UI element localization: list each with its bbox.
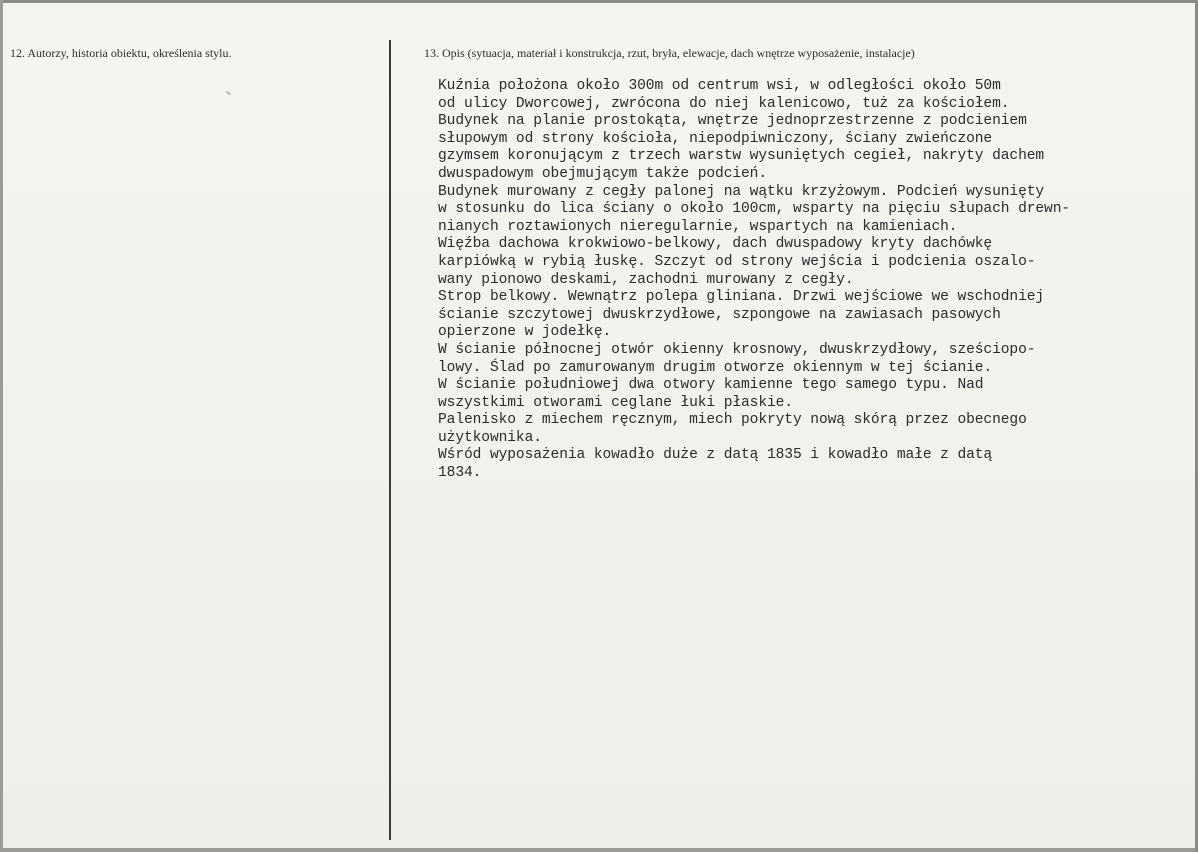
card-edge-left <box>0 0 3 852</box>
description-line: Budynek na planie prostokąta, wnętrze jednoprzestrzenne z podcieniem <box>438 113 1027 130</box>
description-line: Wśród wyposażenia kowadło duże z datą 1835 i kowadło małe z datą <box>438 447 993 464</box>
description-line: W ścianie północnej otwór okienny krosnowy, dwuskrzydłowy, sześciopo- <box>438 341 1036 358</box>
description-line: Kuźnia położona około 300m od centrum wsi, w odległości około 50m <box>438 78 1001 94</box>
description-line: karpiówką w rybią łuskę. Szczyt od strony wejścia i podcienia oszalo- <box>438 253 1036 270</box>
description-line: 1834. <box>438 465 482 482</box>
description-line: wany pionowo deskami, zachodni murowany z cegły. <box>438 271 854 288</box>
description-line: wszystkimi otworami ceglane łuki płaskie. <box>438 394 793 411</box>
description-line: słupowym od strony kościoła, niepodpiwniczony, ściany zwieńczone <box>438 130 993 147</box>
description-line: Strop belkowy. Wewnątrz polepa gliniana. Drzwi wejściowe we wschodniej <box>438 289 1045 306</box>
description-line: lowy. Ślad po zamurowanym drugim otworze okiennym w tej ścianie. <box>438 359 993 376</box>
description-line: opierzone w jodełkę. <box>438 324 612 341</box>
card-edge-bottom <box>0 848 1198 852</box>
field-12-label: 12. Autorzy, historia obiektu, określenia stylu. <box>10 46 232 60</box>
description-line: Więźba dachowa krokwiowo-belkowy, dach dwuspadowy kryty dachówkę <box>438 236 993 253</box>
description-line: gzymsem koronującym z trzech warstw wysuniętych cegieł, nakryty dachem <box>438 148 1045 165</box>
column-divider <box>389 40 391 840</box>
description-line: Budynek murowany z cegły palonej na wątku krzyżowym. Podcień wysunięty <box>438 183 1045 200</box>
paper-speck <box>226 91 231 96</box>
typed-description <box>438 78 1198 483</box>
description-line: Palenisko z miechem ręcznym, miech pokryty nową skórą przez obecnego <box>438 412 1027 429</box>
description-line: nianych roztawionych nieregularnie, wspartych na kamieniach. <box>438 218 958 235</box>
card-edge-top <box>0 0 1198 3</box>
description-line: ścianie szczytowej dwuskrzydłowe, szpongowe na zawiasach pasowych <box>438 306 1001 323</box>
description-line: w stosunku do lica ściany o około 100cm, wsparty na pięciu słupach drewn- <box>438 201 1071 218</box>
field-13-label: 13. Opis (sytuacja, materiał i konstrukcja, rzut, bryła, elewacje, dach wnętrze wyposażenie, instalacje) <box>424 46 915 60</box>
description-line: użytkownika. <box>438 429 542 446</box>
description-line: dwuspadowym obejmującym także podcień. <box>438 165 767 182</box>
description-line: W ścianie południowej dwa otwory kamienne tego samego typu. Nad <box>438 377 984 394</box>
description-line: od ulicy Dworcowej, zwrócona do niej kalenicowo, tuż za kościołem. <box>438 95 1010 112</box>
